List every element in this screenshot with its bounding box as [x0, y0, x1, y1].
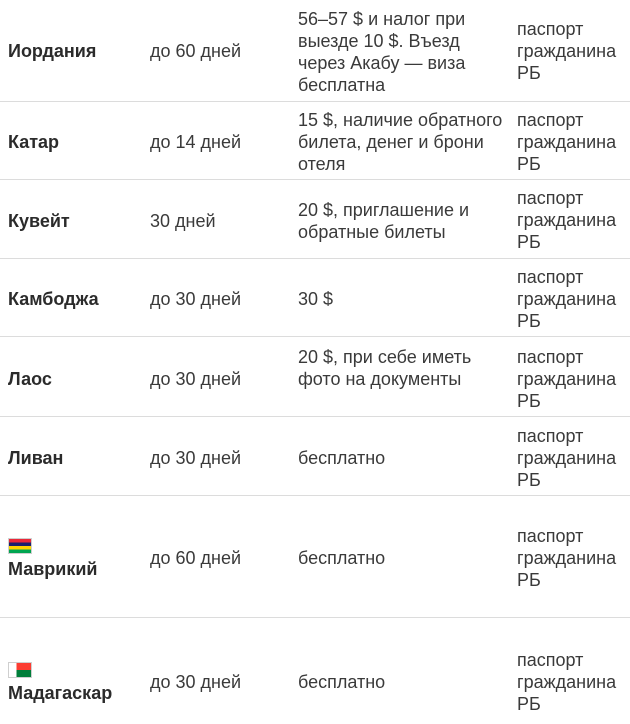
country-name: Иордания — [8, 41, 97, 61]
required-document: паспорт гражданина РБ — [517, 267, 617, 331]
visa-conditions: бесплатно — [298, 548, 386, 568]
country-cell — [8, 538, 98, 580]
country-name: Мадагаскар — [8, 683, 113, 703]
mauritius-flag-icon — [8, 538, 32, 554]
table-row — [0, 102, 630, 180]
required-document: паспорт гражданина РБ — [517, 19, 617, 83]
stay-duration: до 30 дней — [150, 369, 242, 389]
country-name: Лаос — [8, 369, 52, 389]
table-row — [0, 618, 630, 724]
country-name: Маврикий — [8, 559, 98, 579]
table-row — [0, 337, 630, 417]
required-document: паспорт гражданина РБ — [517, 650, 617, 714]
country-cell — [8, 662, 112, 704]
stay-duration: до 30 дней — [150, 448, 242, 468]
table-row — [0, 417, 630, 496]
required-document: паспорт гражданина РБ — [517, 110, 617, 174]
visa-conditions: 20 $, при себе иметь фото на документы — [298, 347, 472, 389]
stay-duration: до 30 дней — [150, 289, 242, 309]
visa-conditions: бесплатно — [298, 672, 386, 692]
visa-conditions: бесплатно — [298, 448, 386, 468]
table-row — [0, 259, 630, 337]
country-name: Ливан — [8, 448, 64, 468]
stay-duration: до 60 дней — [150, 41, 242, 61]
table-row — [0, 0, 630, 102]
stay-duration: до 60 дней — [150, 548, 242, 568]
table-row — [0, 496, 630, 618]
stay-duration: до 30 дней — [150, 672, 242, 692]
visa-conditions: 56–57 $ и налог при выезде 10 $. Въезд через Акабу — виза бесплатна — [298, 9, 466, 95]
required-document: паспорт гражданина РБ — [517, 526, 617, 590]
required-document: паспорт гражданина РБ — [517, 426, 617, 490]
madagascar-flag-icon — [8, 662, 32, 678]
table-row — [0, 180, 630, 259]
visa-conditions: 30 $ — [298, 289, 334, 309]
visa-conditions: 20 $, приглашение и обратные билеты — [298, 200, 470, 242]
required-document: паспорт гражданина РБ — [517, 347, 617, 411]
country-name: Камбоджа — [8, 289, 99, 309]
stay-duration: до 14 дней — [150, 132, 242, 152]
required-document: паспорт гражданина РБ — [517, 188, 617, 252]
stay-duration: 30 дней — [150, 211, 216, 231]
country-name: Катар — [8, 132, 60, 152]
country-name: Кувейт — [8, 211, 70, 231]
visa-conditions: 15 $, наличие обратного билета, денег и брони отеля — [298, 110, 503, 174]
